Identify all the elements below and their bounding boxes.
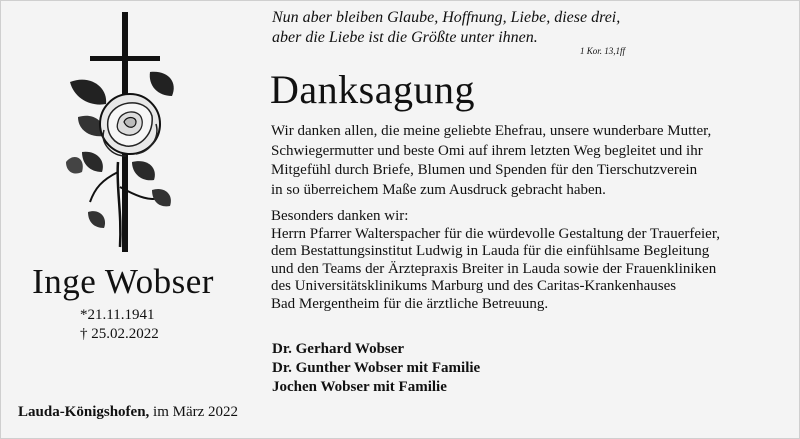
place-and-date xyxy=(18,404,238,421)
signer-name: Jochen Wobser mit Familie xyxy=(272,379,447,395)
text-line: Mitgefühl durch Briefe, Blumen und Spenden für den Tierschutzverein xyxy=(271,162,698,179)
text-line: dem Bestattungsinstitut Ludwig in Lauda für die einfühlsame Begleitung xyxy=(271,243,710,259)
signer-name: Dr. Gerhard Wobser xyxy=(272,341,405,357)
notice-date: im März 2022 xyxy=(153,404,239,420)
signers-list xyxy=(272,340,480,397)
quote-line: aber die Liebe ist die Größte unter ihnen. xyxy=(272,29,538,46)
death-date: † 25.02.2022 xyxy=(80,326,159,342)
place-name: Lauda-Königshofen, xyxy=(18,404,150,420)
text-line: Bad Mergentheim für die ärztliche Betreuung. xyxy=(271,295,549,312)
thanks-paragraph xyxy=(271,122,791,200)
quote-reference: 1 Kor. 13,1ff xyxy=(580,46,626,56)
bible-quote xyxy=(272,8,632,48)
quote-line: Nun aber bleiben Glaube, Hoffnung, Liebe, diese drei, xyxy=(272,9,621,26)
special-thanks-paragraph xyxy=(271,208,791,313)
text-line: und den Teams der Ärztepraxis Breiter in Lauda sowie der Frauenkliniken xyxy=(271,260,717,277)
birth-date: *21.11.1941 xyxy=(80,307,155,323)
text-line: Besonders danken wir: xyxy=(271,208,409,224)
signer-name: Dr. Gunther Wobser mit Familie xyxy=(272,360,481,376)
deceased-name: Inge Wobser xyxy=(32,262,214,301)
life-dates xyxy=(80,306,159,344)
cross-with-rose-icon xyxy=(60,12,190,262)
text-line: in so überreichem Maße zum Ausdruck gebracht haben. xyxy=(271,181,606,198)
text-line: des Universitätsklinikums Marburg und des Caritas-Krankenhauses xyxy=(271,278,677,294)
page-title: Danksagung xyxy=(270,67,475,112)
text-line: Schwiegermutter und beste Omi auf ihrem letzten Weg begleitet und ihr xyxy=(271,142,703,159)
text-line: Herrn Pfarrer Walterspacher für die würdevolle Gestaltung der Trauerfeier, xyxy=(271,225,720,242)
text-line: Wir danken allen, die meine geliebte Ehefrau, unsere wunderbare Mutter, xyxy=(271,123,712,139)
